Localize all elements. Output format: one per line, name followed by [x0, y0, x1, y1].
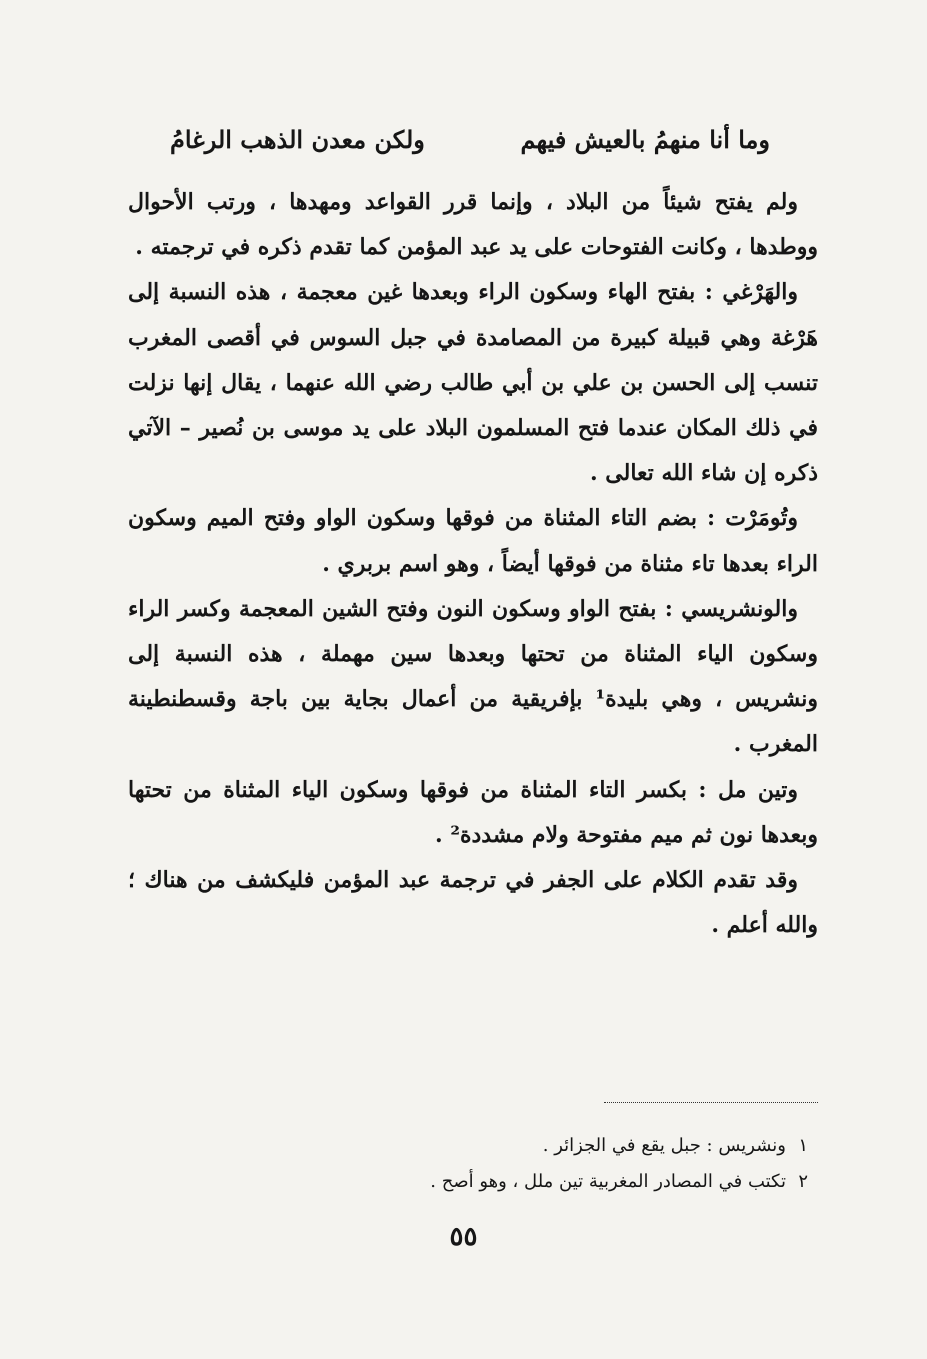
- paragraph: والهَرْغي : بفتح الهاء وسكون الراء وبعدها غين معجمة ، هذه النسبة إلى هَرْغة وهي قبيلة كبيرة من المصامدة في جبل السوس في أقصى المغرب تنسب إلى الحسن بن علي بن أبي طالب رضي الله عنهما ، يقال إنها نزلت في ذلك المكان عندما فتح المسلمون البلاد على يد موسى بن نُصير – الآتي ذكره إن شاء الله تعالى .: [128, 279, 819, 487]
- footnotes: [300, 1128, 808, 1200]
- paragraph: ولم يفتح شيئاً من البلاد ، وإنما قرر القواعد ومهدها ، ورتب الأحوال ووطدها ، وكانت الفتوحات على يد عبد المؤمن كما تقدم ذكره في ترجمته .: [128, 189, 818, 261]
- footnote-text: ونشريس : جبل يقع في الجزائر .: [542, 1135, 786, 1156]
- footnote-number: ٢: [798, 1171, 808, 1192]
- footnote: [300, 1128, 808, 1164]
- verse-first-hemistich: وما أنا منهمُ بالعيش فيهم: [520, 125, 770, 154]
- footnote-separator: [604, 1102, 818, 1103]
- paragraph: وقد تقدم الكلام على الجفر في ترجمة عبد المؤمن فليكشف من هناك ؛ والله أعلم .: [128, 867, 818, 939]
- main-text: [128, 180, 818, 948]
- verse-second-hemistich: ولكن معدن الذهب الرغامُ: [170, 125, 425, 154]
- footnote-number: ١: [798, 1135, 808, 1156]
- footnote: [300, 1164, 808, 1200]
- paragraph: وتين مل : بكسر التاء المثناة من فوقها وسكون الياء المثناة من تحتها وبعدها نون ثم ميم مفتوحة ولام مشددة² .: [128, 776, 818, 848]
- poetry-verse: [170, 118, 770, 162]
- paragraph: والونشريسي : بفتح الواو وسكون النون وفتح الشين المعجمة وكسر الراء وسكون الياء المثناة من تحتها وبعدها سين مهملة ، هذه النسبة إلى ونشريس ، وهي بليدة¹ بإفريقية من أعمال بجاية بين باجة وقسطنطينة المغرب .: [128, 595, 818, 758]
- paragraph: وتُومَرْت : بضم التاء المثناة من فوقها وسكون الواو وفتح الميم وسكون الراء بعدها تاء مثناة من فوقها أيضاً ، وهو اسم بربري .: [128, 505, 818, 577]
- page-number: ٥٥: [449, 1222, 478, 1252]
- footnote-text: تكتب في المصادر المغربية تين ملل ، وهو أصح .: [430, 1171, 786, 1192]
